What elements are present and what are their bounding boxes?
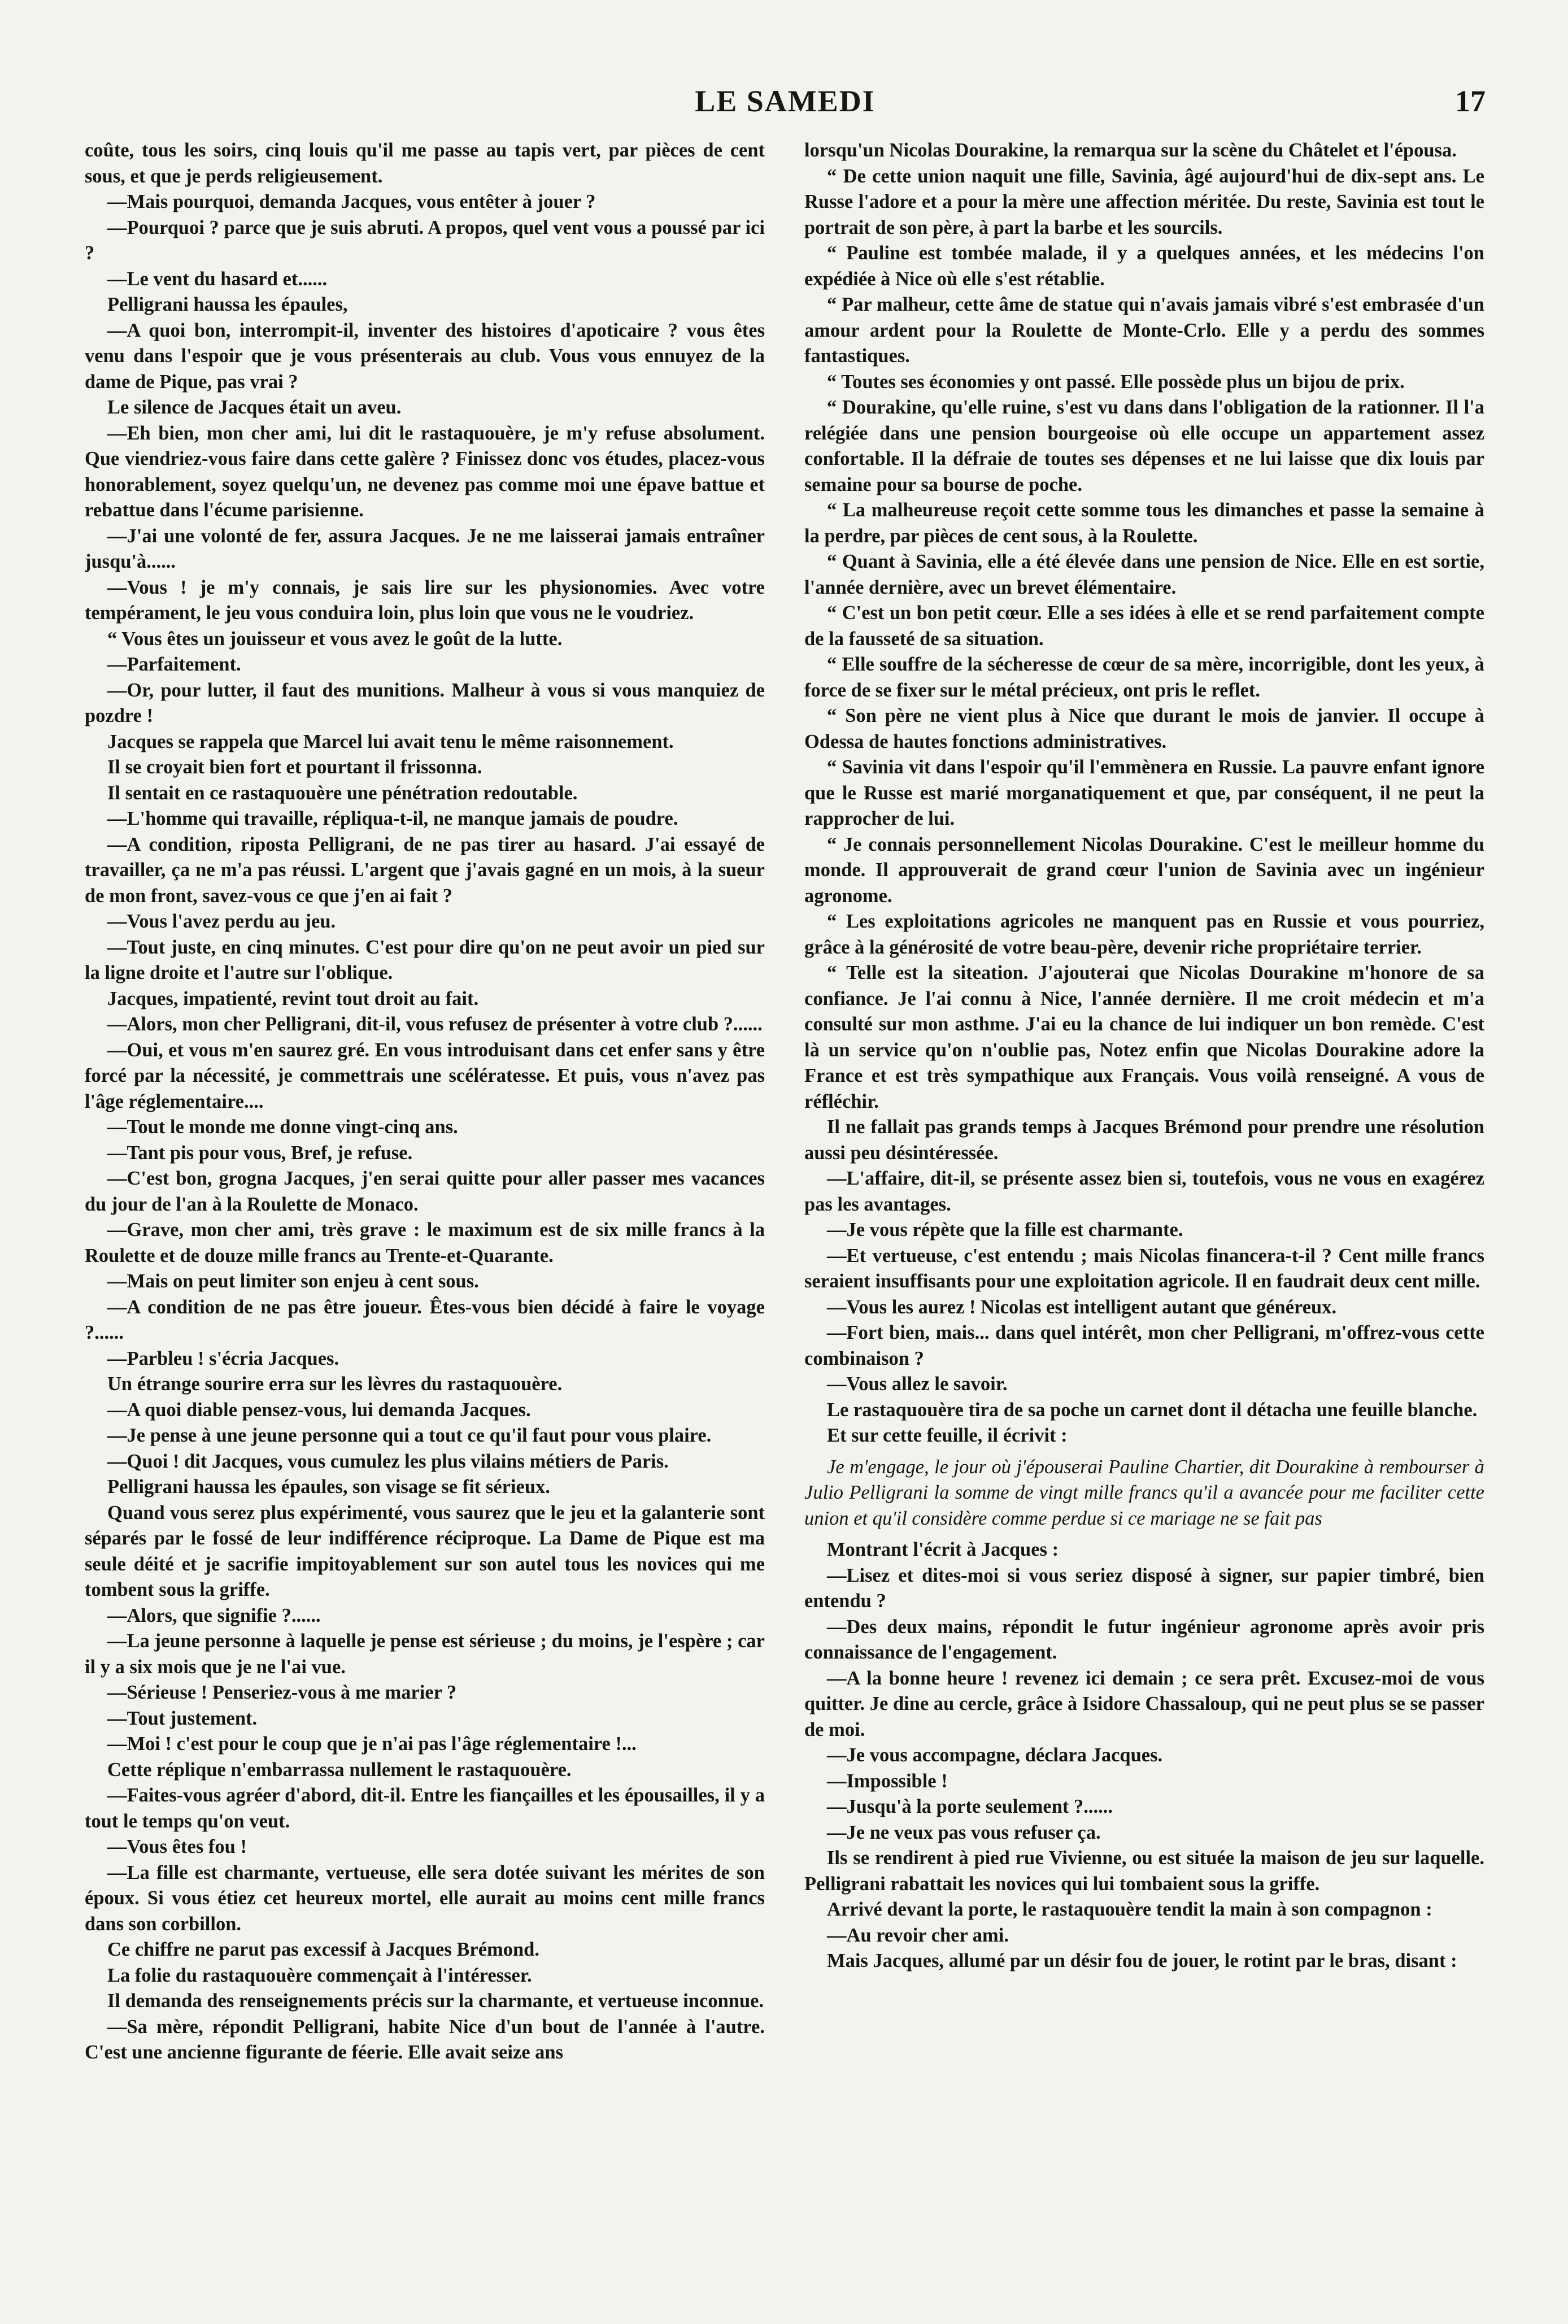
paragraph: —Et vertueuse, c'est entendu ; mais Nicolas financera-t-il ? Cent mille francs seraient insuffisants pour une exploitation agricole. Il en faudrait deux cent mille.	[804, 1244, 1484, 1292]
paragraph: Ce chiffre ne parut pas excessif à Jacques Brémond.	[107, 1939, 539, 1960]
paragraph: —Alors, que signifie ?......	[107, 1604, 321, 1626]
paragraph: —Au revoir cher ami.	[827, 1924, 1009, 1946]
paragraph: “ Les exploitations agricoles ne manquent pas en Russie et vous pourriez, grâce à la générosité de votre beau-père, devenir riche propriétaire terrier.	[804, 911, 1484, 958]
paragraph: —Parfaitement.	[107, 654, 241, 675]
paragraph: “ Dourakine, qu'elle ruine, s'est vu dans dans l'obligation de la rationner. Il l'a relégiée dans une pension bourgeoise où elle occupe un appartement assez confortable. Il la défraie de toutes ses dépenses et ne lui laisse que dix louis par semaine pour sa bourse de poche.	[804, 397, 1484, 495]
paragraph: —Jusqu'à la porte seulement ?......	[827, 1796, 1113, 1817]
paragraph: —A quoi diable pensez-vous, lui demanda Jacques.	[107, 1399, 531, 1421]
paragraph: —J'ai une volonté de fer, assura Jacques. Je ne me laisserai jamais entraîner jusqu'à......	[85, 525, 765, 572]
paragraph: —Impossible !	[827, 1770, 948, 1792]
paragraph: Un étrange sourire erra sur les lèvres du rastaquouère.	[107, 1373, 563, 1395]
paragraph: “ La malheureuse reçoit cette somme tous les dimanches et passe la semaine à la perdre, par pièces de cent sous, à la Roulette.	[804, 499, 1484, 547]
paragraph: —A quoi bon, interrompit-il, inventer des histoires d'apoticaire ? vous êtes venu dans l'espoir que je vous présenterais au club. Vous vous ennuyez de la dame de Pique, pas vrai ?	[85, 319, 765, 393]
paragraph: lorsqu'un Nicolas Dourakine, la remarqua sur la scène du Châtelet et l'épousa.	[804, 140, 1457, 161]
paragraph: —Tout justement.	[107, 1707, 258, 1729]
paragraph: —Vous ! je m'y connais, je sais lire sur les physionomies. Avec votre tempérament, le jeu vous conduira loin, plus loin que vous ne le voudriez.	[85, 576, 765, 624]
paragraph: —Sa mère, répondit Pelligrani, habite Nice d'un bout de l'année à l'autre. C'est une ancienne figurante de féerie. Elle avait seize ans	[85, 2016, 765, 2063]
page-header	[85, 84, 1486, 123]
paragraph: “ Quant à Savinia, elle a été élevée dans une pension de Nice. Elle en est sortie, l'année dernière, avec un brevet élémentaire.	[804, 551, 1484, 598]
paragraph: —Oui, et vous m'en saurez gré. En vous introduisant dans cet enfer sans y être forcé par la nécessité, je commettrais une scélératesse. Et puis, vous n'avez pas l'âge réglementaire....	[85, 1039, 765, 1112]
paragraph: Jacques se rappela que Marcel lui avait tenu le même raisonnement.	[107, 730, 674, 752]
paragraph: —A la bonne heure ! revenez ici demain ; ce sera prêt. Excusez-moi de vous quitter. Je dine au cercle, grâce à Isidore Chassaloup, qui ne peut plus se se passer de moi.	[804, 1667, 1484, 1740]
paragraph: “ Son père ne vient plus à Nice que durant le mois de janvier. Il occupe à Odessa de hautes fonctions administratives.	[804, 705, 1484, 752]
paragraph: “ De cette union naquit une fille, Savinia, âgé aujourd'hui de dix-sept ans. Le Russe l'adore et a pour la mère une affection méritée. Du reste, Savinia est tout le portrait de son père, à part la barbe et les sourcils.	[804, 165, 1484, 238]
paragraph: —Tant pis pour vous, Bref, je refuse.	[107, 1142, 413, 1164]
paragraph: —Le vent du hasard et......	[107, 268, 328, 290]
paragraph: —L'homme qui travaille, répliqua-t-il, ne manque jamais de poudre.	[107, 808, 678, 829]
paragraph: —Moi ! c'est pour le coup que je n'ai pas l'âge réglementaire !...	[107, 1733, 637, 1755]
paragraph: “ Savinia vit dans l'espoir qu'il l'emmènera en Russie. La pauvre enfant ignore que le Russe est marié morganatiquement et que, par conséquent, il ne peut la rapprocher de lui.	[804, 756, 1484, 829]
paragraph: —Vous l'avez perdu au jeu.	[107, 911, 336, 932]
paragraph: —Pourquoi ? parce que je suis abruti. A propos, quel vent vous a poussé par ici ?	[85, 216, 765, 264]
paragraph: —Faites-vous agréer d'abord, dit-il. Entre les fiançailles et les épousailles, il y a tout le temps qu'on veut.	[85, 1785, 765, 1832]
paragraph: coûte, tous les soirs, cinq louis qu'il me passe au tapis vert, par pièces de cent sous, et que je perds religieusement.	[85, 140, 765, 187]
paragraph: “ Telle est la siteation. J'ajouterai que Nicolas Dourakine m'honore de sa confiance. Je l'ai connu à Nice, l'année dernière. Il me croit médecin et m'a consulté sur mon asthme. J'ai eu la chance de lui indiquer un bon remède. C'est là un service qu'on n'oublie pas, Notez enfin que Nicolas Dourakine adore la France et est très sympathique aux Français. Vous voilà renseigné. A vous de réfléchir.	[804, 962, 1484, 1112]
paragraph: Montrant l'écrit à Jacques :	[827, 1539, 1059, 1560]
paragraph: Jacques, impatienté, revint tout droit au fait.	[107, 987, 479, 1009]
paragraph: Je m'engage, le jour où j'épouserai Pauline Chartier, dit Dourakine à rembourser à Julio Pelligrani la somme de vingt mille francs qu'il a avancée pour me faciliter cette union et qu'il considère comme perdue si ce mariage ne se fait pas	[804, 1456, 1484, 1529]
paragraph: —A condition, riposta Pelligrani, de ne pas tirer au hasard. J'ai essayé de travailler, ça ne m'a pas réussi. L'argent que j'avais gagné en un mois, à la sueur de mon front, savez-vous ce que j'en ai fait ?	[85, 833, 765, 907]
paragraph: “ Je connais personnellement Nicolas Dourakine. C'est le meilleur homme du monde. Il approuverait de grand cœur l'union de Savinia avec un ingénieur agronome.	[804, 833, 1484, 907]
paragraph: Et sur cette feuille, il écrivit :	[827, 1425, 1068, 1446]
paragraph: Pelligrani haussa les épaules,	[107, 294, 348, 315]
paragraph: —Je pense à une jeune personne qui a tout ce qu'il faut pour vous plaire.	[107, 1425, 712, 1446]
paragraph: —Or, pour lutter, il faut des munitions. Malheur à vous si vous manquiez de pozdre !	[85, 679, 765, 726]
paragraph: “ C'est un bon petit cœur. Elle a ses idées à elle et se rend parfaitement compte de la fausseté de sa situation.	[804, 602, 1484, 650]
paragraph: —Vous les aurez ! Nicolas est intelligent autant que généreux.	[827, 1296, 1337, 1318]
paragraph: —Mais pourquoi, demanda Jacques, vous entêter à jouer ?	[107, 191, 596, 212]
paragraph: —Grave, mon cher ami, très grave : le maximum est de six mille francs à la Roulette et de douze mille francs au Trente-et-Quarante.	[85, 1219, 765, 1267]
paragraph: —Mais on peut limiter son enjeu à cent sous.	[107, 1270, 479, 1292]
running-title: LE SAMEDI	[695, 84, 876, 118]
paragraph: —Je vous répète que la fille est charmante.	[827, 1219, 1183, 1241]
paragraph: —Tout juste, en cinq minutes. C'est pour dire qu'on ne peut avoir un pied sur la ligne droite et l'autre sur l'oblique.	[85, 936, 765, 983]
paragraph: Arrivé devant la porte, le rastaquouère tendit la main à son compagnon :	[827, 1899, 1432, 1920]
paragraph: “ Elle souffre de la sécheresse de cœur de sa mère, incorrigible, dont les yeux, à force de se fixer sur le métal précieux, ont pris le reflet.	[804, 654, 1484, 701]
paragraph: —Lisez et dites-moi si vous seriez disposé à signer, sur papier timbré, bien entendu ?	[804, 1564, 1484, 1612]
paragraph: —L'affaire, dit-il, se présente assez bien si, toutefois, vous ne vous en exagérez pas les avantages.	[804, 1168, 1484, 1215]
paragraph: Ils se rendirent à pied rue Vivienne, ou est située la maison de jeu sur laquelle. Pelligrani rabattait les novices qui lui tombaient sous la griffe.	[804, 1847, 1484, 1895]
paragraph: —Eh bien, mon cher ami, lui dit le rastaquouère, je m'y refuse absolument. Que viendriez-vous faire dans cette galère ? Finissez donc vos études, placez-vous honorablement, soyez quelqu'un, ne devenez pas comme moi une épave battue et rebattue dans l'écume parisienne.	[85, 422, 765, 521]
paragraph: —Fort bien, mais... dans quel intérêt, mon cher Pelligrani, m'offrez-vous cette combinaison ?	[804, 1322, 1484, 1369]
paragraph: Il demanda des renseignements précis sur la charmante, et vertueuse inconnue.	[107, 1990, 764, 2012]
paragraph: —Tout le monde me donne vingt-cinq ans.	[107, 1116, 458, 1138]
right-text-column	[804, 138, 1484, 2301]
paragraph: “ Pauline est tombée malade, il y a quelques années, et les médecins l'on expédiée à Nice où elle s'est rétablie.	[804, 242, 1484, 290]
paragraph: —C'est bon, grogna Jacques, j'en serai quitte pour aller passer mes vacances du jour de l'an à la Roulette de Monaco.	[85, 1168, 765, 1215]
paragraph: —Sérieuse ! Penseriez-vous à me marier ?	[107, 1682, 457, 1703]
paragraph: Il se croyait bien fort et pourtant il frissonna.	[107, 756, 482, 778]
paragraph: —Je vous accompagne, déclara Jacques.	[827, 1744, 1163, 1766]
paragraph: —La fille est charmante, vertueuse, elle sera dotée suivant les mérites de son époux. Si vous étiez cet heureux mortel, elle aurait au moins cent mille francs dans son corbillon.	[85, 1861, 765, 1935]
paragraph: —Des deux mains, répondit le futur ingénieur agronome après avoir pris connaissance de l'engagement.	[804, 1616, 1484, 1663]
paragraph: —Alors, mon cher Pelligrani, dit-il, vous refusez de présenter à votre club ?......	[107, 1013, 763, 1035]
paragraph: —Parbleu ! s'écria Jacques.	[107, 1347, 339, 1369]
paragraph: —A condition de ne pas être joueur. Êtes-vous bien décidé à faire le voyage ?......	[85, 1296, 765, 1343]
paragraph: Il sentait en ce rastaquouère une pénétration redoutable.	[107, 782, 578, 804]
paragraph: “ Par malheur, cette âme de statue qui n'avais jamais vibré s'est embrasée d'un amour ardent pour la Roulette de Monte-Crlo. Elle y a perdu des sommes fantastiques.	[804, 294, 1484, 367]
page-number: 17	[1455, 84, 1486, 118]
paragraph: Cette réplique n'embarrassa nullement le rastaquouère.	[107, 1759, 572, 1781]
paragraph: La folie du rastaquouère commençait à l'intéresser.	[107, 1964, 532, 1986]
paragraph: Il ne fallait pas grands temps à Jacques Brémond pour prendre une résolution aussi peu désintéressée.	[804, 1116, 1484, 1164]
paragraph: Mais Jacques, allumé par un désir fou de jouer, le rotint par le bras, disant :	[827, 1950, 1457, 1972]
paragraph: “ Vous êtes un jouisseur et vous avez le goût de la lutte.	[107, 628, 563, 650]
paragraph: —Vous êtes fou !	[107, 1836, 247, 1857]
paragraph: Le rastaquouère tira de sa poche un carnet dont il détacha une feuille blanche.	[827, 1399, 1478, 1421]
paragraph: Pelligrani haussa les épaules, son visage se fit sérieux.	[107, 1476, 550, 1498]
paragraph: —Je ne veux pas vous refuser ça.	[827, 1821, 1101, 1843]
paragraph: —Vous allez le savoir.	[827, 1373, 1008, 1395]
left-text-column	[85, 138, 765, 2301]
paragraph: —La jeune personne à laquelle je pense est sérieuse ; du moins, je l'espère ; car il y a six mois que je ne l'ai vue.	[85, 1630, 765, 1678]
paragraph: Le silence de Jacques était un aveu.	[107, 397, 402, 418]
paragraph: —Quoi ! dit Jacques, vous cumulez les plus vilains métiers de Paris.	[107, 1450, 669, 1472]
paragraph: Quand vous serez plus expérimenté, vous saurez que le jeu et la galanterie sont séparés par le fossé de leur indifférence réciproque. La Dame de Pique est ma seule déité et je sacrifie impitoyablement sur son autel tous les novices qui me tombent sous la griffe.	[85, 1502, 765, 1600]
paragraph: “ Toutes ses économies y ont passé. Elle possède plus un bijou de prix.	[827, 371, 1405, 393]
